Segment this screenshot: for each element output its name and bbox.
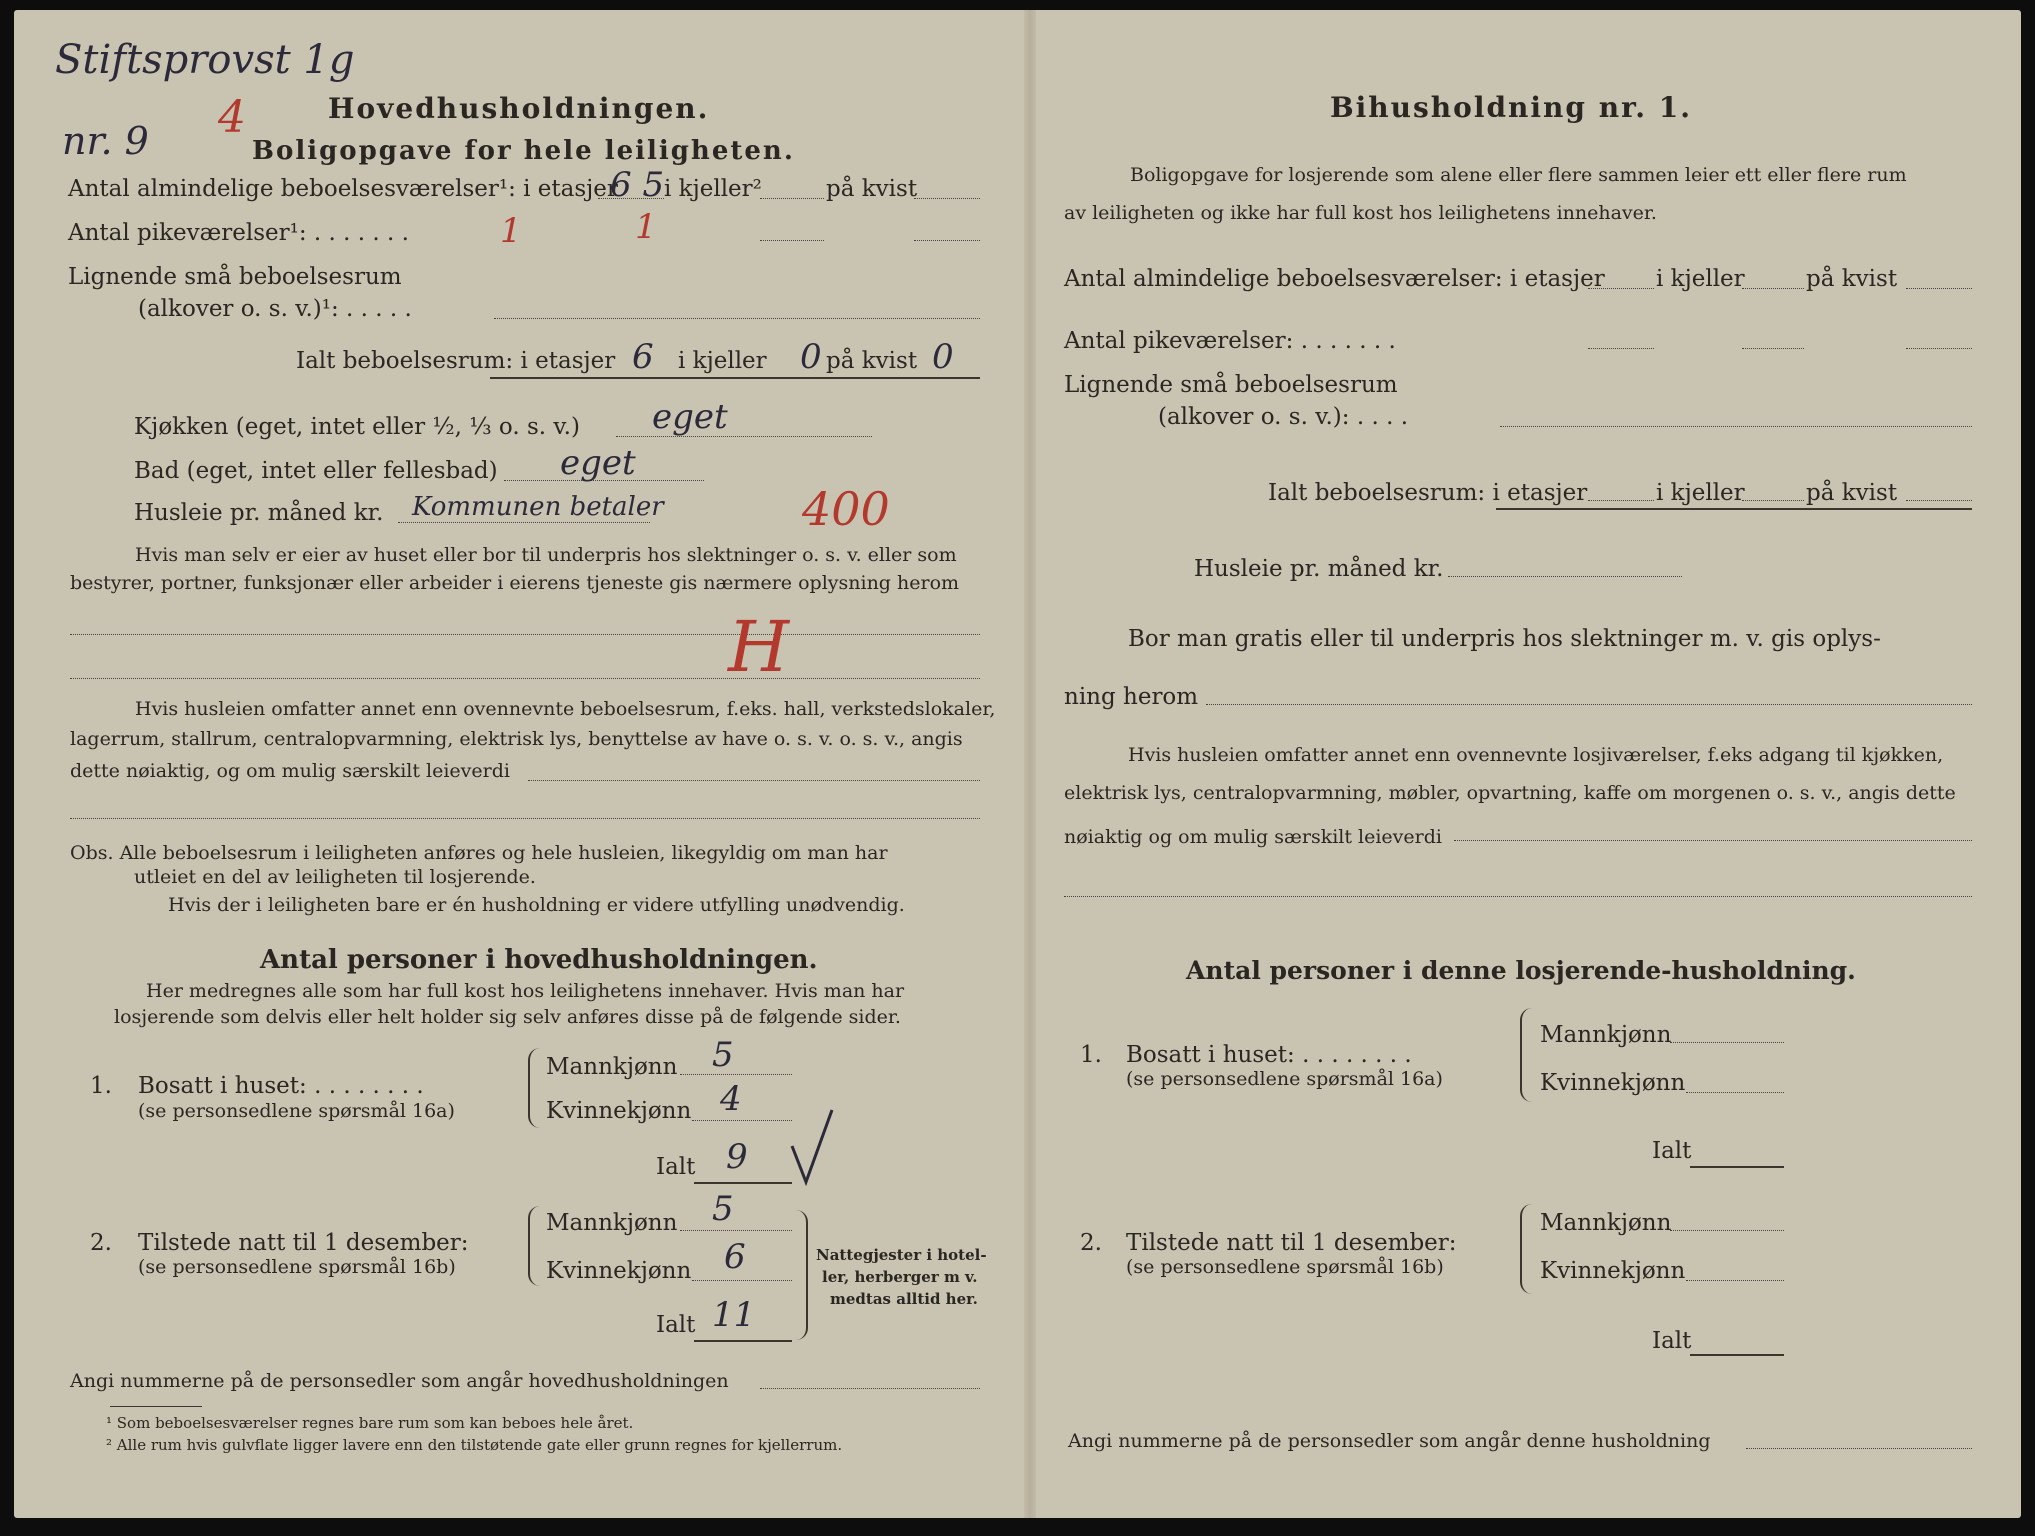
right-tilstede-ialt-label: Ialt: [1652, 1328, 1692, 1354]
right-bosatt-kvinne-field[interactable]: [1686, 1092, 1784, 1093]
right-omfatter-1: Hvis husleien omfatter annet enn ovennevnte losjiværelser, f.eks adgang til kjøkken,: [1128, 744, 1944, 766]
right-alkove-field[interactable]: [1500, 426, 1972, 427]
bosatt-mann-field[interactable]: [680, 1074, 792, 1075]
right-gratis-1: Bor man gratis eller til underpris hos slektninger m. v. gis oplys-: [1128, 626, 1881, 652]
antal-title: Antal personer i hovedhusholdningen.: [260, 945, 818, 975]
right-ialt-kvist-field[interactable]: [1906, 500, 1972, 501]
handwritten-etasjer: 6 5: [610, 165, 665, 205]
tilstede-kvinne-label: Kvinnekjønn: [546, 1258, 692, 1284]
right-ialt-underline: [1496, 508, 1972, 510]
right-tilstede-kvinne-label: Kvinnekjønn: [1540, 1258, 1686, 1284]
bosatt-brace: [528, 1048, 544, 1128]
nattegjester-note-1: Nattegjester i hotel-: [816, 1246, 987, 1264]
handwritten-husleie: Kommunen betaler: [412, 492, 664, 522]
right-bosatt-mann-field[interactable]: [1670, 1042, 1784, 1043]
footnote-2: ² Alle rum hvis gulvflate ligger lavere enn den tilstøtende gate eller grunn regnes for kjellerrum.: [106, 1436, 843, 1454]
right-ialt-label: Ialt beboelsesrum: i etasjer: [1268, 480, 1588, 506]
nattegjester-note-2: ler, herberger m v.: [822, 1268, 978, 1286]
right-bosatt-kvinne-label: Kvinnekjønn: [1540, 1070, 1686, 1096]
tilstede-right-brace: [792, 1210, 808, 1340]
eier-note-2: bestyrer, portner, funksjonær eller arbeider i eierens tjeneste gis nærmere oplysning herom: [70, 572, 960, 594]
right-kvist-label: på kvist: [1806, 266, 1898, 292]
right-tilstede-sub: (se personsedlene spørsmål 16b): [1126, 1256, 1444, 1278]
handwritten-ialt-kjeller: 0: [800, 337, 822, 377]
right-pike-etasjer-field[interactable]: [1588, 348, 1654, 349]
right-omfatter-3: nøiaktig og om mulig særskilt leieverdi: [1064, 826, 1442, 848]
antal-note-2: losjerende som delvis eller helt holder sig selv anføres disse på de følgende sider.: [114, 1006, 901, 1028]
right-pike-kjeller-field[interactable]: [1742, 348, 1804, 349]
right-husleie-label: Husleie pr. måned kr.: [1194, 556, 1444, 582]
tilstede-ialt-field[interactable]: [694, 1340, 792, 1342]
tilstede-brace: [528, 1206, 544, 1286]
tilstede-mann-field[interactable]: [680, 1230, 792, 1231]
right-gratis-field[interactable]: [1206, 704, 1972, 705]
leieverdi-field-2[interactable]: [70, 818, 980, 819]
right-bosatt-brace: [1520, 1008, 1536, 1102]
right-tilstede-label: Tilstede natt til 1 desember:: [1126, 1230, 1457, 1256]
bosatt-ialt-field[interactable]: [694, 1182, 792, 1184]
handwritten-red-mark: H: [728, 606, 790, 688]
right-antal-title: Antal personer i denne losjerende-husholdning.: [1186, 956, 1856, 985]
right-alkove-label-1: Lignende små beboelsesrum: [1064, 372, 1398, 398]
right-bosatt-ialt-label: Ialt: [1652, 1138, 1692, 1164]
right-angi-label: Angi nummerne på de personsedler som angår denne husholdning: [1068, 1430, 1711, 1452]
footnote-1: ¹ Som beboelsesværelser regnes bare rum som kan beboes hele året.: [106, 1414, 634, 1432]
right-leieverdi-field[interactable]: [1454, 840, 1972, 841]
omfatter-note-1: Hvis husleien omfatter annet enn ovennevnte beboelsesrum, f.eks. hall, verkstedslokaler,: [135, 698, 996, 720]
handwritten-bad: eget: [560, 443, 636, 483]
handwritten-bosatt-mann: 5: [712, 1035, 734, 1075]
right-bosatt-sub: (se personsedlene spørsmål 16a): [1126, 1068, 1443, 1090]
right-bosatt-label: Bosatt i huset: . . . . . . . .: [1126, 1042, 1412, 1068]
handwritten-bosatt-ialt: 9: [726, 1137, 748, 1177]
ialt-kjeller-label: i kjeller: [678, 348, 767, 374]
kjeller-field[interactable]: [760, 198, 824, 199]
kjeller-label: i kjeller²: [664, 176, 762, 202]
right-etasjer-field[interactable]: [1588, 288, 1654, 289]
right-omfatter-2: elektrisk lys, centralopvarmning, møbler, opvartning, kaffe om morgenen o. s. v., angis dette: [1064, 782, 1956, 804]
handwritten-tilstede-mann: 5: [712, 1189, 734, 1229]
right-leieverdi-field-2[interactable]: [1064, 896, 1972, 897]
ialt-rooms-label: Ialt beboelsesrum: i etasjer: [296, 348, 616, 374]
right-ialt-etasjer-field[interactable]: [1588, 500, 1654, 501]
tilstede-number: 2.: [90, 1230, 112, 1256]
right-husleie-field[interactable]: [1448, 576, 1682, 577]
handwritten-header: Stiftsprovst 1g: [55, 37, 355, 83]
right-pike-kvist-field[interactable]: [1906, 348, 1972, 349]
handwritten-pike-1: 1: [500, 211, 522, 251]
omfatter-note-3: dette nøiaktig, og om mulig særskilt leieverdi: [70, 760, 510, 782]
ialt-kvist-label: på kvist: [826, 348, 918, 374]
right-gratis-2: ning herom: [1064, 684, 1199, 710]
right-tilstede-number: 2.: [1080, 1230, 1102, 1256]
kvist-label: på kvist: [826, 176, 918, 202]
right-ialt-kjeller-field[interactable]: [1742, 500, 1804, 501]
tilstede-mann-label: Mannkjønn: [546, 1210, 678, 1236]
bosatt-kvinne-field[interactable]: [692, 1120, 792, 1121]
tilstede-label: Tilstede natt til 1 desember:: [138, 1230, 469, 1256]
ialt-underline: [490, 377, 980, 379]
handwritten-pike-2: 1: [635, 207, 657, 247]
right-tilstede-ialt-field[interactable]: [1690, 1354, 1784, 1356]
right-tilstede-kvinne-field[interactable]: [1686, 1280, 1784, 1281]
obs-note-2: utleiet en del av leiligheten til losjerende.: [134, 866, 536, 888]
handwritten-ialt-etasjer: 6: [632, 337, 654, 377]
obs-note-3: Hvis der i leiligheten bare er én husholdning er videre utfylling unødvendig.: [168, 894, 905, 916]
tilstede-sub: (se personsedlene spørsmål 16b): [138, 1256, 456, 1278]
page-fold: [1024, 10, 1036, 1518]
right-pike-label: Antal pikeværelser: . . . . . . .: [1064, 328, 1396, 354]
alkove-label-1: Lignende små beboelsesrum: [68, 264, 402, 290]
alkove-field[interactable]: [494, 318, 980, 319]
handwritten-red-4: 4: [218, 92, 246, 143]
checkmark-icon: [788, 1106, 838, 1186]
bosatt-number: 1.: [90, 1073, 112, 1099]
handwritten-tilstede-kvinne: 6: [724, 1237, 746, 1277]
pike-kjeller-field[interactable]: [760, 240, 824, 241]
right-page-title: Bihusholdning nr. 1.: [1330, 91, 1692, 124]
right-kvist-field[interactable]: [1906, 288, 1972, 289]
page-title: Hovedhusholdningen.: [328, 92, 710, 125]
bosatt-mann-label: Mannkjønn: [546, 1054, 678, 1080]
right-intro-1: Boligopgave for losjerende som alene eller flere sammen leier ett eller flere rum: [1130, 164, 1907, 186]
right-tilstede-brace: [1520, 1204, 1536, 1294]
tilstede-ialt-label: Ialt: [656, 1312, 696, 1338]
pike-label: Antal pikeværelser¹: . . . . . . .: [68, 220, 409, 246]
tilstede-kvinne-field[interactable]: [692, 1280, 792, 1281]
bosatt-ialt-label: Ialt: [656, 1154, 696, 1180]
pike-kvist-field[interactable]: [914, 240, 980, 241]
right-kjeller-label: i kjeller: [1656, 266, 1745, 292]
page-subtitle: Boligopgave for hele leiligheten.: [252, 136, 795, 166]
eier-note-1: Hvis man selv er eier av huset eller bor til underpris hos slektninger o. s. v. eller som: [135, 544, 957, 566]
right-rooms-label: Antal almindelige beboelsesværelser: i etasjer: [1064, 266, 1605, 292]
handwritten-tilstede-ialt: 11: [712, 1295, 756, 1335]
right-bosatt-mann-label: Mannkjønn: [1540, 1022, 1672, 1048]
husleie-label: Husleie pr. måned kr.: [134, 500, 384, 526]
right-angi-field[interactable]: [1746, 1448, 1972, 1449]
angi-field[interactable]: [760, 1388, 980, 1389]
right-tilstede-mann-label: Mannkjønn: [1540, 1210, 1672, 1236]
handwritten-kjokken: eget: [652, 397, 728, 437]
antal-note-1: Her medregnes alle som har full kost hos leilighetens innehaver. Hvis man har: [146, 980, 905, 1002]
kjokken-label: Kjøkken (eget, intet eller ½, ⅓ o. s. v.): [134, 414, 580, 440]
right-ialt-kjeller-label: i kjeller: [1656, 480, 1745, 506]
handwritten-number: nr. 9: [62, 119, 149, 163]
right-intro-2: av leiligheten og ikke har full kost hos leilighetens innehaver.: [1064, 202, 1657, 224]
bosatt-label: Bosatt i huset: . . . . . . . .: [138, 1073, 424, 1099]
handwritten-bosatt-kvinne: 4: [720, 1079, 742, 1119]
bosatt-kvinne-label: Kvinnekjønn: [546, 1098, 692, 1124]
eier-field-2[interactable]: [70, 678, 980, 679]
right-kjeller-field[interactable]: [1742, 288, 1804, 289]
bosatt-sub: (se personsedlene spørsmål 16a): [138, 1100, 455, 1122]
angi-label: Angi nummerne på de personsedler som angår hovedhusholdningen: [70, 1370, 729, 1392]
obs-note-1: Obs. Alle beboelsesrum i leiligheten anføres og hele husleien, likegyldig om man har: [70, 842, 888, 864]
kvist-field[interactable]: [914, 198, 980, 199]
eier-field-1[interactable]: [70, 634, 980, 635]
omfatter-note-2: lagerrum, stallrum, centralopvarmning, elektrisk lys, benyttelse av have o. s. v. o. s. v., angis: [70, 728, 963, 750]
right-tilstede-mann-field[interactable]: [1670, 1230, 1784, 1231]
bad-label: Bad (eget, intet eller fellesbad): [134, 458, 498, 484]
handwritten-husleie-red: 400: [802, 482, 890, 536]
alkove-label-2: (alkover o. s. v.)¹: . . . . .: [138, 296, 412, 322]
husleie-field[interactable]: [398, 522, 650, 523]
rooms-label: Antal almindelige beboelsesværelser¹: i etasjer: [68, 176, 618, 202]
right-alkove-label-2: (alkover o. s. v.): . . . .: [1158, 404, 1409, 430]
right-ialt-kvist-label: på kvist: [1806, 480, 1898, 506]
right-bosatt-ialt-field[interactable]: [1690, 1166, 1784, 1168]
nattegjester-note-3: medtas alltid her.: [830, 1290, 978, 1308]
handwritten-ialt-kvist: 0: [932, 337, 954, 377]
right-bosatt-number: 1.: [1080, 1042, 1102, 1068]
footnote-rule: [110, 1406, 202, 1407]
leieverdi-field[interactable]: [528, 780, 980, 781]
